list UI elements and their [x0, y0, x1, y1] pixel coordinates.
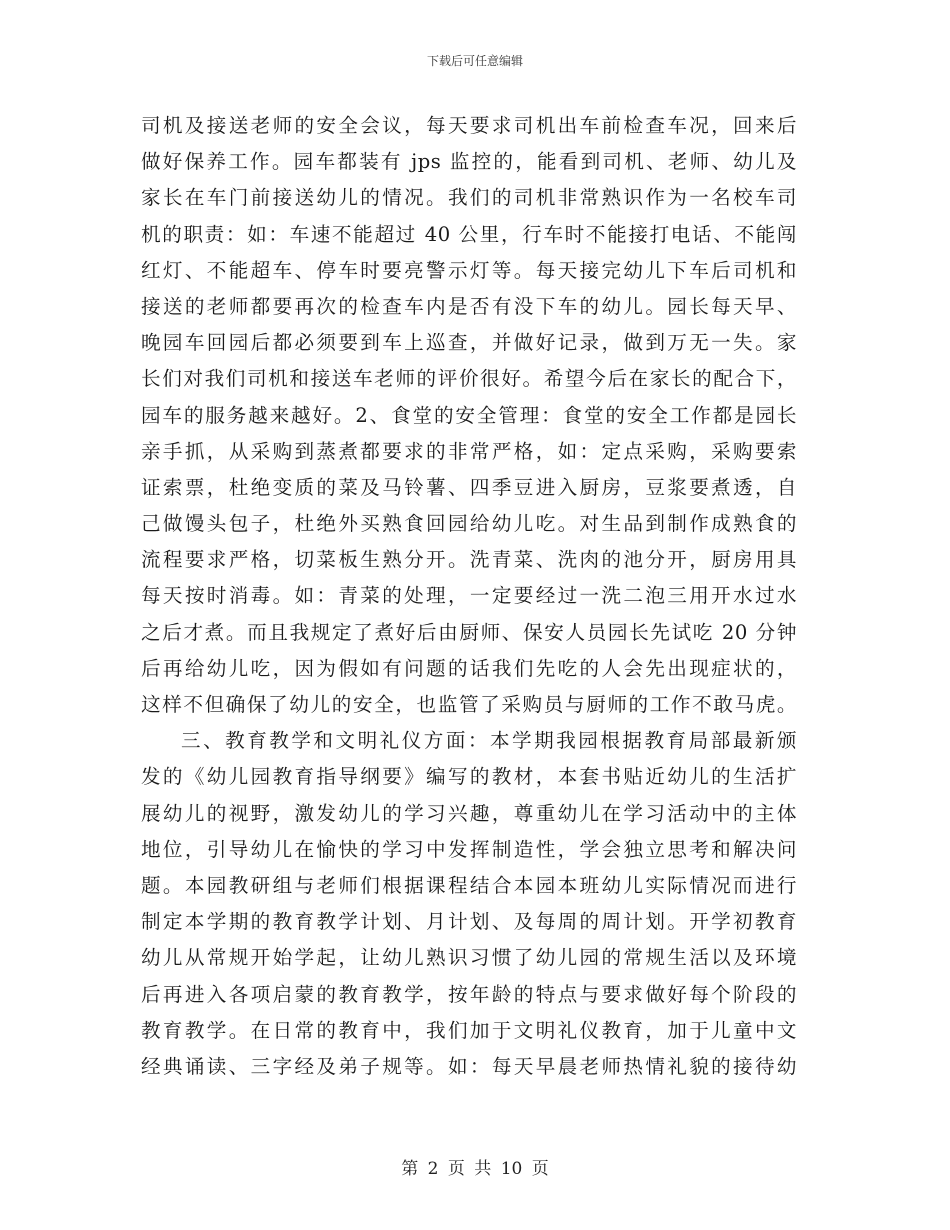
text-line: 晚园车回园后都必须要到车上巡查，并做好记录，做到万无一失。家	[141, 331, 797, 355]
text-line: 证索票，杜绝变质的菜及马铃薯、四季豆进入厨房，豆浆要煮透，自	[141, 475, 797, 499]
paragraph-2	[141, 723, 797, 1085]
paragraph-1	[141, 108, 797, 723]
text-line: 接送的老师都要再次的检查车内是否有没下车的幼儿。园长每天早、	[141, 294, 797, 318]
text-line: 家长在车门前接送幼儿的情况。我们的司机非常熟识作为一名校车司	[141, 186, 797, 210]
text-line: 后再进入各项启蒙的教育教学，按年龄的特点与要求做好每个阶段的	[141, 982, 797, 1006]
text-line: 己做馒头包子，杜绝外买熟食回园给幼儿吃。对生品到制作成熟食的	[141, 512, 797, 536]
page-header: 下载后可任意编辑	[426, 54, 523, 68]
text-line: 制定本学期的教育教学计划、月计划、及每周的周计划。开学初教育	[141, 910, 797, 934]
text-line: 教育教学。在日常的教育中，我们加于文明礼仪教育，加于儿童中文	[141, 1018, 797, 1042]
text-line: 亲手抓，从采购到蒸煮都要求的非常严格，如：定点采购，采购要索	[141, 439, 797, 463]
text-line: 展幼儿的视野，激发幼儿的学习兴趣，尊重幼儿在学习活动中的主体	[141, 801, 797, 825]
text-line: 流程要求严格，切菜板生熟分开。洗青菜、洗肉的池分开，厨房用具	[141, 548, 797, 572]
text-line: 经典诵读、三字经及弟子规等。如：每天早晨老师热情礼貌的接待幼	[141, 1054, 797, 1078]
text-line: 司机及接送老师的安全会议，每天要求司机出车前检查车况，回来后	[141, 114, 797, 137]
page-number-footer: 第 2 页 共 10 页	[401, 1159, 549, 1179]
text-line: 地位，引导幼儿在愉快的学习中发挥制造性，学会独立思考和解决问	[141, 837, 797, 861]
text-line: 之后才煮。而且我规定了煮好后由厨师、保安人员园长先试吃 20 分钟	[141, 620, 797, 644]
text-line: 后再给幼儿吃，因为假如有问题的话我们先吃的人会先出现症状的，	[141, 656, 797, 680]
text-line: 长们对我们司机和接送车老师的评价很好。希望今后在家长的配合下，	[141, 367, 797, 391]
text-line: 每天按时消毒。如：青菜的处理，一定要经过一洗二泡三用开水过水	[141, 584, 797, 608]
document-body	[141, 108, 797, 1085]
text-line: 红灯、不能超车、停车时要亮警示灯等。每天接完幼儿下车后司机和	[141, 258, 797, 282]
text-line: 这样不但确保了幼儿的安全，也监管了采购员与厨师的工作不敢马虎。	[141, 693, 797, 716]
text-line: 题。本园教研组与老师们根据课程结合本园本班幼儿实际情况而进行	[141, 873, 797, 897]
text-line: 幼儿从常规开始学起，让幼儿熟识习惯了幼儿园的常规生活以及环境	[141, 946, 797, 970]
text-line: 机的职责：如：车速不能超过 40 公里，行车时不能接打电话、不能闯	[141, 222, 797, 246]
text-line: 做好保养工作。园车都装有 jps 监控的，能看到司机、老师、幼儿及	[141, 150, 797, 174]
text-line: 三、教育教学和文明礼仪方面：本学期我园根据教育局部最新颁	[181, 729, 797, 753]
text-line: 园车的服务越来越好。2、食堂的安全管理：食堂的安全工作都是园长	[141, 403, 797, 427]
text-line: 发的《幼儿园教育指导纲要》编写的教材，本套书贴近幼儿的生活扩	[141, 765, 797, 789]
